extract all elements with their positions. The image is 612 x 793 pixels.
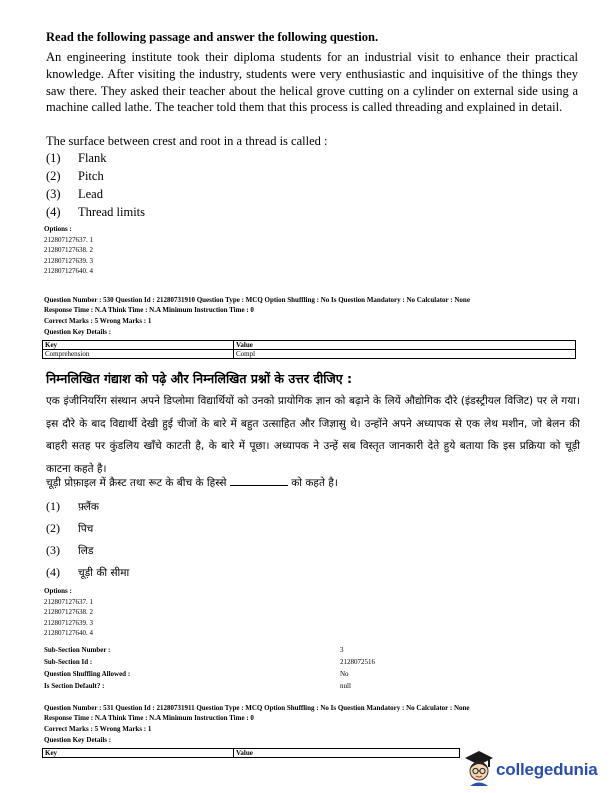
options-label: Options : <box>44 225 72 233</box>
options-label: Options : <box>44 587 72 595</box>
value-header: Value <box>234 341 576 350</box>
q530-meta-line1: Question Number : 530 Question Id : 21280731910 Question Type : MCQ Option Shuffling : No Is Question Mandatory : No Calculator : None <box>44 296 470 304</box>
hindi-option-2: (2) पिच <box>46 521 94 535</box>
english-option-2: (2) Pitch <box>46 169 104 183</box>
english-option-1: (1) Flank <box>46 151 107 165</box>
option-id: 212807127640. 4 <box>44 629 93 637</box>
english-option-3: (3) Lead <box>46 187 103 201</box>
q530-meta-line2: Response Time : N.A Think Time : N.A Minimum Instruction Time : 0 <box>44 306 254 314</box>
key-header: Key <box>43 749 234 758</box>
shuffling-allowed-value: No <box>340 670 349 678</box>
option-id: 212807127640. 4 <box>44 267 93 275</box>
section-default-value: null <box>340 682 351 690</box>
table-row <box>43 350 576 359</box>
value-header: Value <box>234 749 460 758</box>
hindi-heading: निम्नलिखित गंद्याश को पढ़े और निम्नलिखित प्रश्नों के उत्तर दीजिए : <box>46 371 352 386</box>
english-option-4: (4) Thread limits <box>46 205 145 219</box>
q530-key-table <box>42 340 576 359</box>
q531-meta-line3: Correct Marks : 5 Wrong Marks : 1 <box>44 725 152 733</box>
hindi-question: चूड़ी प्रोफ़ाइल में क्रैस्ट तथा रूट के बीच के हिस्से को कहते है। <box>46 477 338 489</box>
q531-meta-line1: Question Number : 531 Question Id : 21280731911 Question Type : MCQ Option Shuffling : No Is Question Mandatory : No Calculator : None <box>44 704 470 712</box>
logo-text: collegedunia <box>496 760 598 779</box>
subsection-id-value: 2128072516 <box>340 658 375 666</box>
q531-meta-line2: Response Time : N.A Think Time : N.A Minimum Instruction Time : 0 <box>44 714 254 722</box>
hindi-passage: एक इंजीनियरिंग संस्थान अपने डिप्लोमा विद्यार्थियों को उनको प्रायोगिक ज्ञान को बढ़ाने के लियें औद्योगिक दौरे (इंडस्ट्रीयल विजिट) पर ले गया। इस दौरे के बाद विद्यार्थी देखी हुई चीजों के बारे में बहुत उत्साहित और जिज्ञासु थे। उन्होंने अपने अध्यापक से एक लेथ मशीन, जो बेलन की बाहरी सतह पर कुंडलिय खाँचे काटती है, के बारे में पूछा। अध्यापक ने उन्हें सब विस्तृत जानकारी देते हुये बताया कि इस प्रक्रिया को चूड़ी काटना कहते है। <box>46 395 580 475</box>
q531-meta-line4: Question Key Details : <box>44 736 112 744</box>
table-row <box>43 341 576 350</box>
table-row <box>43 749 460 758</box>
key-cell: Comprehension <box>43 350 234 359</box>
collegedunia-logo <box>462 748 602 788</box>
english-heading: Read the following passage and answer the following question. <box>46 30 379 44</box>
value-cell: Compl <box>234 350 576 359</box>
section-default-label: Is Section Default? : <box>44 682 105 690</box>
q530-meta-line3: Correct Marks : 5 Wrong Marks : 1 <box>44 317 152 325</box>
subsection-number-value: 3 <box>340 646 344 654</box>
option-id: 212807127638. 2 <box>44 246 93 254</box>
english-question: The surface between crest and root in a thread is called : <box>46 134 328 148</box>
subsection-id-label: Sub-Section Id : <box>44 658 93 666</box>
english-options-block <box>44 224 93 277</box>
key-header: Key <box>43 341 234 350</box>
english-passage: An engineering institute took their diploma students for an industrial visit to enhance their practical knowledge. After visiting the industry, students were very enthusiastic and inquisitive of the things they saw there. They asked their teacher about the helical grove cutting on a cylinder on external side using a machine called lathe. The teacher told them that this process is called threading and explained in detail. <box>46 50 578 115</box>
answer-blank <box>230 476 288 486</box>
hindi-option-4: (4) चूड़ी की सीमा <box>46 565 130 579</box>
subsection-number-label: Sub-Section Number : <box>44 646 111 654</box>
hindi-option-1: (1) फ़्लैंक <box>46 499 99 513</box>
shuffling-allowed-label: Question Shuffling Allowed : <box>44 670 131 678</box>
q530-meta-line4: Question Key Details : <box>44 328 112 336</box>
graduate-mascot-icon <box>462 748 496 788</box>
option-id: 212807127639. 3 <box>44 256 93 265</box>
hindi-option-3: (3) लिड <box>46 543 94 557</box>
option-id: 212807127639. 3 <box>44 618 93 627</box>
option-id: 212807127637. 1 <box>44 235 93 244</box>
hindi-options-block <box>44 586 93 639</box>
option-id: 212807127637. 1 <box>44 597 93 606</box>
q531-key-table <box>42 748 460 758</box>
option-id: 212807127638. 2 <box>44 608 93 616</box>
